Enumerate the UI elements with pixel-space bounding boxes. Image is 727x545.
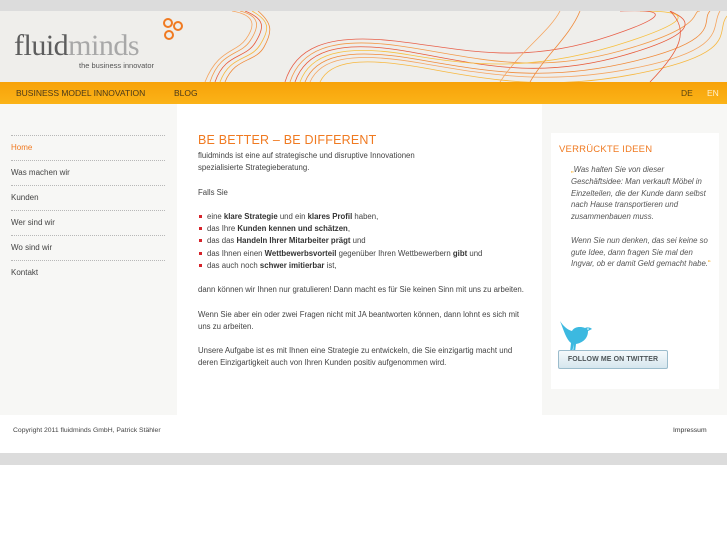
page-title: BE BETTER – BE DIFFERENT (198, 133, 377, 147)
impressum-link[interactable]: Impressum (673, 427, 707, 434)
logo-fluid: fluid (14, 29, 69, 62)
paragraph-1: dann können wir Ihnen nur gratulieren! Dann macht es für Sie keinen Sinn mit uns zu arbeiten. (198, 285, 524, 295)
sidebar-item-wo-sind-wir[interactable]: Wo sind wir (11, 235, 165, 260)
crazy-ideas-box (551, 133, 719, 389)
header (0, 11, 727, 82)
sidebar-nav (11, 135, 165, 285)
top-navigation (0, 82, 727, 104)
right-sidebar (542, 104, 727, 415)
sidebar (0, 104, 177, 415)
list-item: das das Handeln Ihrer Mitarbeiter prägt und (198, 235, 528, 247)
logo-tagline: the business innovator (79, 61, 155, 70)
footer (0, 415, 727, 453)
list-item: das auch noch schwer imitierbar ist, (198, 260, 528, 272)
nav-business-model-innovation[interactable]: BUSINESS MODEL INNOVATION (16, 88, 146, 98)
intro-line-1: fluidminds ist eine auf strategische und disruptive Innovationen (198, 151, 415, 160)
quote-text-1: Was halten Sie von dieser Geschäftsidee: Man verkauft Möbel in Einzelteilen, die der Kunde dann selbst nach Hause transportieren und zusammenbauen muss. (571, 165, 706, 222)
sidebar-item-kunden[interactable]: Kunden (11, 185, 165, 210)
bullet-list (198, 211, 528, 272)
paragraph-3: Unsere Aufgabe ist es mit Ihnen eine Strategie zu entwickeln, die Sie einzigartig macht und deren Einzigartigkeit auch von Ihren Kunden positiv aufgenommen wird. (198, 346, 513, 368)
copyright: Copyright 2011 fluidminds GmbH, Patrick Stähler (13, 427, 161, 434)
logo-mark-icon (160, 17, 186, 43)
twitter-follow-button[interactable] (558, 319, 670, 369)
decorative-waves (200, 11, 727, 82)
nav-blog[interactable]: BLOG (174, 88, 198, 98)
top-bar (0, 0, 727, 11)
sidebar-item-kontakt[interactable]: Kontakt (11, 260, 165, 285)
twitter-bird-icon (558, 319, 598, 353)
twitter-button-label: FOLLOW ME ON TWITTER (558, 350, 668, 369)
quote-text-2: Wenn Sie nun denken, das sei keine so gute Idee, dann fragen Sie mal den Ingvar, ob er damit Geld gemacht habe. (571, 235, 708, 269)
close-quote: “ (707, 259, 711, 269)
quote (571, 164, 711, 270)
paragraph-2: Wenn Sie aber ein oder zwei Fragen nicht mit JA beantworten können, dann lohnt es sich mit uns zu arbeiten. (198, 309, 520, 331)
box-title: VERRÜCKTE IDEEN (559, 144, 653, 155)
list-item: eine klare Strategie und ein klares Profil haben, (198, 211, 528, 223)
sidebar-item-wer-sind-wir[interactable]: Wer sind wir (11, 210, 165, 235)
falls-sie: Falls Sie (198, 187, 228, 197)
logo[interactable] (14, 29, 155, 70)
language-en[interactable]: EN (707, 88, 719, 98)
sidebar-item-was-machen-wir[interactable]: Was machen wir (11, 160, 165, 185)
bottom-bar (0, 453, 727, 465)
logo-minds: minds (68, 29, 140, 62)
list-item: das Ihnen einen Wettbewerbsvorteil gegenüber Ihren Wettbewerbern gibt und (198, 248, 528, 260)
sidebar-item-home[interactable]: Home (11, 135, 165, 160)
intro-line-2: spezialisierte Strategieberatung. (198, 163, 310, 173)
list-item: das Ihre Kunden kennen und schätzen, (198, 223, 528, 235)
main-content (177, 104, 542, 415)
open-quote: „ (571, 165, 574, 174)
language-de[interactable]: DE (681, 88, 693, 98)
